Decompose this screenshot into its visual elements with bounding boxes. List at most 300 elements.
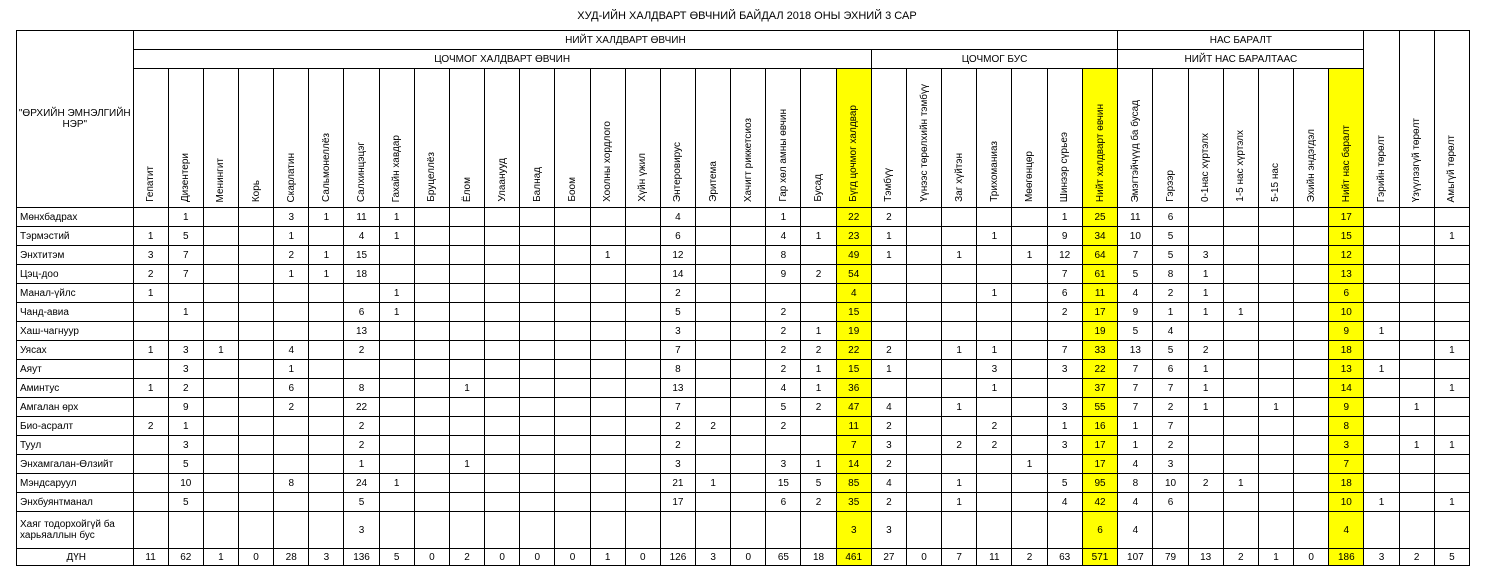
infectious-disease-table bbox=[16, 30, 1470, 566]
table-cell: 22 bbox=[836, 208, 871, 227]
table-cell bbox=[1434, 303, 1469, 322]
table-cell bbox=[625, 303, 660, 322]
table-cell: 2 bbox=[344, 436, 379, 455]
table-cell bbox=[1294, 474, 1329, 493]
table-cell bbox=[1223, 512, 1258, 549]
table-cell: 1 bbox=[1118, 436, 1153, 455]
table-cell bbox=[1223, 398, 1258, 417]
table-cell: 47 bbox=[836, 398, 871, 417]
table-cell: 1 bbox=[1153, 303, 1188, 322]
table-cell: 2 bbox=[871, 341, 906, 360]
table-cell bbox=[520, 284, 555, 303]
table-cell bbox=[731, 227, 766, 246]
table-cell bbox=[1223, 284, 1258, 303]
table-cell: 4 bbox=[1329, 512, 1364, 549]
table-cell: 2 bbox=[133, 265, 168, 284]
table-cell bbox=[590, 227, 625, 246]
table-cell bbox=[133, 398, 168, 417]
table-cell bbox=[906, 284, 941, 303]
table-cell bbox=[977, 303, 1012, 322]
table-cell bbox=[520, 360, 555, 379]
table-cell bbox=[203, 474, 238, 493]
table-cell: 6 bbox=[1153, 493, 1188, 512]
table-cell bbox=[731, 322, 766, 341]
table-cell: 6 bbox=[1047, 284, 1082, 303]
col-header-32: 5-15 нас bbox=[1258, 69, 1293, 208]
table-cell bbox=[1434, 474, 1469, 493]
row-label: Мэндсаруул bbox=[17, 474, 134, 493]
table-cell bbox=[977, 265, 1012, 284]
table-cell: 28 bbox=[274, 549, 309, 566]
col-header-23: Заг хүйтэн bbox=[942, 69, 977, 208]
table-cell bbox=[590, 360, 625, 379]
table-cell: 7 bbox=[1118, 398, 1153, 417]
table-cell bbox=[449, 474, 484, 493]
table-cell bbox=[871, 265, 906, 284]
table-cell bbox=[696, 379, 731, 398]
table-cell bbox=[379, 322, 414, 341]
table-cell: 2 bbox=[660, 436, 695, 455]
table-cell: 1 bbox=[942, 246, 977, 265]
table-cell bbox=[274, 493, 309, 512]
row-label: Энхамгалан-Өлзийт bbox=[17, 455, 134, 474]
table-cell bbox=[309, 455, 344, 474]
col-header-15: Энтеровирус bbox=[660, 69, 695, 208]
table-cell bbox=[1258, 208, 1293, 227]
table-cell bbox=[274, 284, 309, 303]
table-cell: 1 bbox=[871, 246, 906, 265]
table-cell: 3 bbox=[133, 246, 168, 265]
table-cell bbox=[906, 455, 941, 474]
table-cell bbox=[696, 303, 731, 322]
table-cell bbox=[625, 493, 660, 512]
table-cell bbox=[942, 284, 977, 303]
table-cell: 2 bbox=[1153, 398, 1188, 417]
table-cell bbox=[1223, 436, 1258, 455]
row-label: Хаш-чагнуур bbox=[17, 322, 134, 341]
col-header-9: Ёлом bbox=[449, 69, 484, 208]
table-cell bbox=[238, 360, 273, 379]
table-cell: 5 bbox=[766, 398, 801, 417]
table-cell bbox=[449, 208, 484, 227]
table-cell: 12 bbox=[1047, 246, 1082, 265]
table-cell bbox=[1012, 265, 1047, 284]
table-cell bbox=[1434, 360, 1469, 379]
table-cell bbox=[449, 512, 484, 549]
table-cell: 107 bbox=[1118, 549, 1153, 566]
table-cell: 62 bbox=[168, 549, 203, 566]
table-cell: 3 bbox=[168, 341, 203, 360]
table-row bbox=[17, 227, 1470, 246]
table-cell: 0 bbox=[906, 549, 941, 566]
table-cell bbox=[203, 512, 238, 549]
table-cell bbox=[238, 246, 273, 265]
table-cell bbox=[801, 436, 836, 455]
col-header-21: Тэмбүү bbox=[871, 69, 906, 208]
table-cell bbox=[942, 303, 977, 322]
table-cell: 1 bbox=[1258, 398, 1293, 417]
table-cell: 15 bbox=[1329, 227, 1364, 246]
table-cell: 7 bbox=[1153, 417, 1188, 436]
col-header-7: Гахайн хавдар bbox=[379, 69, 414, 208]
table-cell bbox=[590, 265, 625, 284]
col-header-36: Үзүүлэзгүй төрөлт bbox=[1399, 31, 1434, 208]
table-cell: 7 bbox=[660, 398, 695, 417]
births-header: НАС БАРАЛТ bbox=[1118, 31, 1364, 50]
table-cell bbox=[414, 303, 449, 322]
table-cell: 1 bbox=[133, 341, 168, 360]
table-cell bbox=[1223, 493, 1258, 512]
table-cell bbox=[942, 227, 977, 246]
table-cell bbox=[1012, 417, 1047, 436]
table-cell bbox=[1188, 436, 1223, 455]
table-cell bbox=[731, 341, 766, 360]
table-cell bbox=[1399, 246, 1434, 265]
table-cell: 7 bbox=[1153, 379, 1188, 398]
table-cell bbox=[1434, 322, 1469, 341]
table-cell bbox=[520, 303, 555, 322]
table-cell bbox=[485, 493, 520, 512]
table-cell bbox=[1294, 379, 1329, 398]
table-cell bbox=[485, 265, 520, 284]
table-cell bbox=[801, 284, 836, 303]
table-cell bbox=[520, 436, 555, 455]
table-cell bbox=[625, 208, 660, 227]
table-cell bbox=[906, 398, 941, 417]
table-cell: 9 bbox=[1047, 227, 1082, 246]
table-cell: 1 bbox=[1434, 379, 1469, 398]
table-cell: 22 bbox=[836, 341, 871, 360]
table-cell: 1 bbox=[942, 341, 977, 360]
table-cell bbox=[379, 493, 414, 512]
table-cell bbox=[449, 398, 484, 417]
table-cell bbox=[696, 398, 731, 417]
table-cell bbox=[520, 455, 555, 474]
table-cell bbox=[696, 455, 731, 474]
table-cell bbox=[625, 512, 660, 549]
table-cell: 2 bbox=[801, 341, 836, 360]
table-cell: 3 bbox=[1364, 549, 1399, 566]
total-row bbox=[17, 549, 1470, 566]
table-cell bbox=[309, 512, 344, 549]
table-cell bbox=[625, 474, 660, 493]
table-cell bbox=[977, 455, 1012, 474]
table-cell: 4 bbox=[1118, 493, 1153, 512]
table-cell bbox=[309, 341, 344, 360]
table-cell bbox=[555, 265, 590, 284]
table-cell bbox=[555, 322, 590, 341]
table-cell: 1 bbox=[1223, 474, 1258, 493]
table-cell bbox=[1188, 322, 1223, 341]
table-cell bbox=[1047, 322, 1082, 341]
table-cell bbox=[1258, 455, 1293, 474]
table-cell bbox=[520, 322, 555, 341]
table-cell bbox=[520, 246, 555, 265]
table-cell: 42 bbox=[1082, 493, 1118, 512]
table-cell: 36 bbox=[836, 379, 871, 398]
table-cell bbox=[1364, 265, 1399, 284]
table-cell bbox=[520, 208, 555, 227]
table-cell: 64 bbox=[1082, 246, 1118, 265]
table-cell bbox=[414, 208, 449, 227]
table-cell bbox=[309, 303, 344, 322]
table-cell bbox=[1364, 246, 1399, 265]
table-cell bbox=[485, 341, 520, 360]
table-cell: 3 bbox=[1047, 360, 1082, 379]
table-cell bbox=[1364, 398, 1399, 417]
table-cell bbox=[1223, 322, 1258, 341]
table-cell bbox=[1364, 379, 1399, 398]
table-cell bbox=[696, 436, 731, 455]
col-header-25: Мөөгөнцөр bbox=[1012, 69, 1047, 208]
table-cell bbox=[238, 398, 273, 417]
table-cell bbox=[520, 417, 555, 436]
table-cell bbox=[379, 360, 414, 379]
table-cell: 2 bbox=[766, 303, 801, 322]
table-cell: 65 bbox=[766, 549, 801, 566]
table-cell bbox=[203, 303, 238, 322]
table-cell: 1 bbox=[590, 549, 625, 566]
table-cell bbox=[1258, 436, 1293, 455]
table-cell bbox=[1434, 284, 1469, 303]
table-cell: 9 bbox=[1329, 322, 1364, 341]
table-cell bbox=[871, 303, 906, 322]
table-cell: 13 bbox=[344, 322, 379, 341]
table-cell bbox=[1294, 493, 1329, 512]
table-cell bbox=[1047, 379, 1082, 398]
table-cell bbox=[309, 436, 344, 455]
table-cell bbox=[274, 417, 309, 436]
col-header-18: Гар хөл амны өвчин bbox=[766, 69, 801, 208]
table-cell bbox=[1223, 360, 1258, 379]
table-cell bbox=[1258, 227, 1293, 246]
row-label: Аяут bbox=[17, 360, 134, 379]
table-cell: 17 bbox=[1082, 455, 1118, 474]
table-cell bbox=[590, 436, 625, 455]
table-cell bbox=[1012, 474, 1047, 493]
table-cell bbox=[449, 417, 484, 436]
col-header-8: Бруцеллёз bbox=[414, 69, 449, 208]
table-cell bbox=[379, 436, 414, 455]
table-cell: 2 bbox=[801, 493, 836, 512]
table-cell bbox=[1223, 417, 1258, 436]
table-cell bbox=[1294, 227, 1329, 246]
table-cell bbox=[731, 436, 766, 455]
table-cell: 22 bbox=[1082, 360, 1118, 379]
table-cell: 7 bbox=[1118, 360, 1153, 379]
table-cell bbox=[731, 474, 766, 493]
table-cell: 1 bbox=[1399, 436, 1434, 455]
table-cell bbox=[625, 436, 660, 455]
table-cell: 9 bbox=[168, 398, 203, 417]
table-cell: 10 bbox=[168, 474, 203, 493]
table-cell bbox=[801, 417, 836, 436]
table-row bbox=[17, 398, 1470, 417]
table-cell bbox=[414, 246, 449, 265]
col-header-1: Дизентери bbox=[168, 69, 203, 208]
table-cell bbox=[1434, 455, 1469, 474]
row-label: Хаяг тодорхойгүй ба харьяаллын бус bbox=[17, 512, 134, 549]
table-cell: 1 bbox=[801, 360, 836, 379]
table-cell: 4 bbox=[1118, 455, 1153, 474]
table-cell bbox=[977, 322, 1012, 341]
table-cell: 17 bbox=[1082, 436, 1118, 455]
table-cell bbox=[238, 493, 273, 512]
table-cell: 3 bbox=[1047, 398, 1082, 417]
table-cell: 15 bbox=[766, 474, 801, 493]
col-header-6: Салхинцэцэг bbox=[344, 69, 379, 208]
table-cell bbox=[555, 474, 590, 493]
table-cell bbox=[520, 227, 555, 246]
table-row bbox=[17, 436, 1470, 455]
table-cell: 4 bbox=[836, 284, 871, 303]
table-cell bbox=[449, 493, 484, 512]
table-cell: 2 bbox=[1223, 549, 1258, 566]
table-cell: 13 bbox=[1329, 265, 1364, 284]
table-cell bbox=[906, 208, 941, 227]
table-cell: 11 bbox=[344, 208, 379, 227]
table-cell: 7 bbox=[836, 436, 871, 455]
table-cell: 49 bbox=[836, 246, 871, 265]
col-header-34: Нийт нас баралт bbox=[1329, 69, 1364, 208]
table-cell bbox=[977, 208, 1012, 227]
col-header-16: Эритема bbox=[696, 69, 731, 208]
table-cell: 1 bbox=[274, 360, 309, 379]
table-cell: 6 bbox=[1153, 208, 1188, 227]
table-cell bbox=[906, 493, 941, 512]
col-header-19: Бусад bbox=[801, 69, 836, 208]
row-label: Аминтус bbox=[17, 379, 134, 398]
table-cell: 4 bbox=[1153, 322, 1188, 341]
table-cell bbox=[238, 322, 273, 341]
table-cell: 1 bbox=[344, 455, 379, 474]
table-cell: 3 bbox=[168, 360, 203, 379]
table-cell bbox=[906, 436, 941, 455]
table-cell bbox=[696, 284, 731, 303]
table-cell bbox=[1012, 284, 1047, 303]
table-cell bbox=[906, 360, 941, 379]
table-cell bbox=[1258, 474, 1293, 493]
table-cell bbox=[379, 417, 414, 436]
table-cell bbox=[1012, 322, 1047, 341]
table-cell: 3 bbox=[836, 512, 871, 549]
table-cell: 4 bbox=[871, 474, 906, 493]
table-cell bbox=[731, 265, 766, 284]
table-cell bbox=[520, 493, 555, 512]
col-header-5: Сальмонеллёз bbox=[309, 69, 344, 208]
table-cell bbox=[203, 284, 238, 303]
table-cell bbox=[1223, 246, 1258, 265]
table-cell: 1 bbox=[379, 227, 414, 246]
table-cell bbox=[274, 512, 309, 549]
table-cell bbox=[801, 246, 836, 265]
col-header-24: Трихоманиаз bbox=[977, 69, 1012, 208]
table-cell bbox=[590, 322, 625, 341]
table-cell bbox=[449, 284, 484, 303]
table-cell bbox=[977, 512, 1012, 549]
table-cell: 7 bbox=[168, 246, 203, 265]
table-cell bbox=[414, 322, 449, 341]
table-cell bbox=[520, 341, 555, 360]
table-cell: 5 bbox=[660, 303, 695, 322]
table-cell bbox=[590, 455, 625, 474]
table-cell: 7 bbox=[942, 549, 977, 566]
col-header-31: 1-5 нас хүртэлх bbox=[1223, 69, 1258, 208]
table-cell bbox=[379, 341, 414, 360]
table-cell: 13 bbox=[1329, 360, 1364, 379]
table-cell: 4 bbox=[274, 341, 309, 360]
table-cell bbox=[731, 417, 766, 436]
table-cell bbox=[1294, 303, 1329, 322]
table-cell bbox=[1399, 360, 1434, 379]
table-cell bbox=[133, 303, 168, 322]
table-cell: 9 bbox=[1118, 303, 1153, 322]
table-cell bbox=[203, 227, 238, 246]
table-cell bbox=[696, 246, 731, 265]
table-cell bbox=[590, 398, 625, 417]
table-cell bbox=[168, 284, 203, 303]
table-cell bbox=[942, 208, 977, 227]
table-cell: 3 bbox=[309, 549, 344, 566]
table-cell bbox=[309, 322, 344, 341]
table-cell bbox=[1434, 417, 1469, 436]
table-row bbox=[17, 208, 1470, 227]
table-cell: 22 bbox=[344, 398, 379, 417]
table-cell bbox=[1258, 512, 1293, 549]
table-row bbox=[17, 303, 1470, 322]
table-cell: 0 bbox=[414, 549, 449, 566]
table-cell bbox=[801, 512, 836, 549]
table-cell bbox=[1188, 512, 1223, 549]
table-cell bbox=[379, 512, 414, 549]
table-cell: 0 bbox=[625, 549, 660, 566]
table-cell bbox=[1258, 284, 1293, 303]
table-cell: 11 bbox=[977, 549, 1012, 566]
table-cell: 13 bbox=[660, 379, 695, 398]
table-cell bbox=[731, 512, 766, 549]
table-cell: 3 bbox=[1329, 436, 1364, 455]
table-cell: 0 bbox=[731, 549, 766, 566]
table-cell: 2 bbox=[1188, 474, 1223, 493]
table-cell: 18 bbox=[1329, 474, 1364, 493]
table-cell bbox=[590, 512, 625, 549]
table-cell: 2 bbox=[871, 208, 906, 227]
table-cell bbox=[238, 436, 273, 455]
table-cell: 3 bbox=[871, 512, 906, 549]
table-cell: 4 bbox=[1118, 284, 1153, 303]
table-cell bbox=[238, 208, 273, 227]
table-cell bbox=[942, 322, 977, 341]
table-cell bbox=[660, 512, 695, 549]
col-header-27: Нийт халдварт өвчин bbox=[1082, 69, 1118, 208]
table-cell bbox=[1258, 341, 1293, 360]
table-cell: 6 bbox=[344, 303, 379, 322]
table-cell bbox=[977, 246, 1012, 265]
table-cell bbox=[1188, 227, 1223, 246]
table-cell: 63 bbox=[1047, 549, 1082, 566]
table-cell bbox=[906, 246, 941, 265]
table-cell bbox=[1294, 512, 1329, 549]
all-infectious-header: НИЙТ ХАЛДВАРТ ӨВЧИН bbox=[133, 31, 1118, 50]
table-cell bbox=[238, 284, 273, 303]
table-cell bbox=[731, 493, 766, 512]
col-header-30: 0-1нас хүртэлх bbox=[1188, 69, 1223, 208]
table-cell bbox=[1364, 208, 1399, 227]
table-cell bbox=[1399, 341, 1434, 360]
table-cell: 3 bbox=[344, 512, 379, 549]
table-cell: 1 bbox=[379, 284, 414, 303]
table-cell: 3 bbox=[1047, 436, 1082, 455]
